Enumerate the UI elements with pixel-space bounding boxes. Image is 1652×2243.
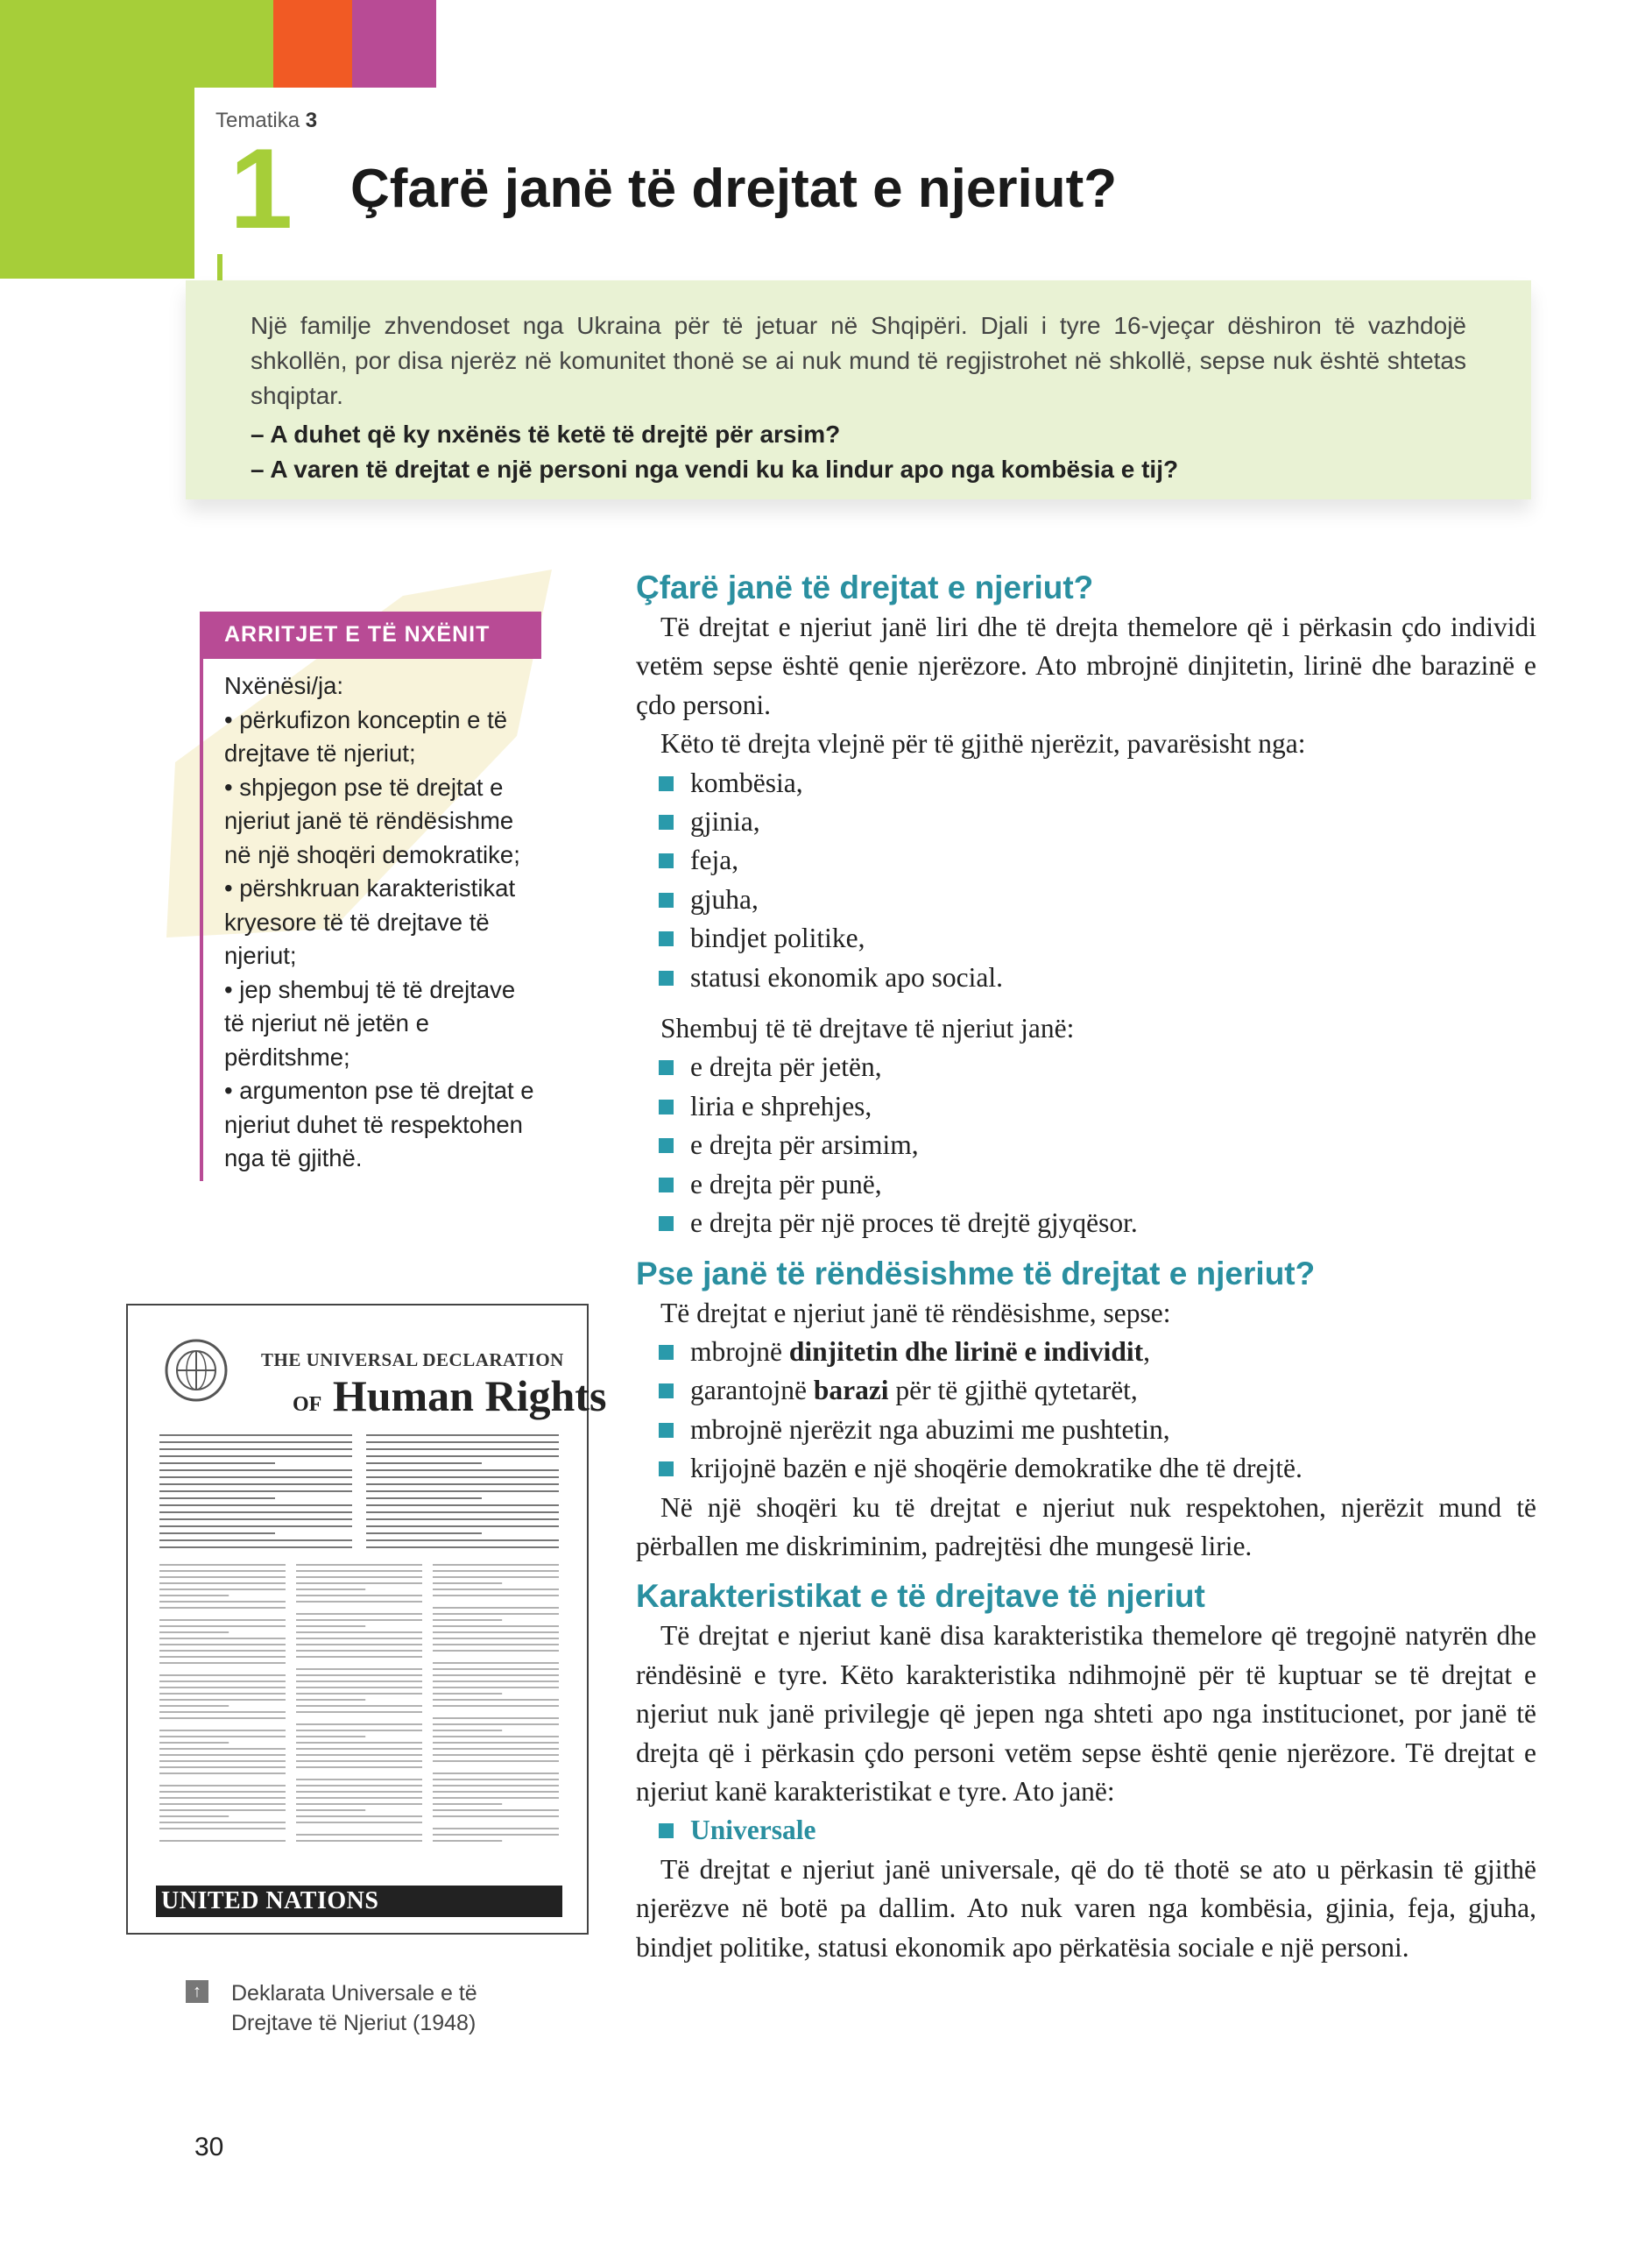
bullet-square-icon	[659, 971, 674, 986]
bullet-square-icon	[659, 815, 674, 830]
poster-caption: ↑ Deklarata Universale e të Drejtave të Njeriut (1948)	[194, 1978, 562, 2038]
section2-paragraph: Në një shoqëri ku të drejtat e njeriut nuk respektohen, njerëzit mund të përballen me diskriminim, padrejtësi dhe mungesë lirie.	[636, 1491, 1536, 1561]
bullet-square-icon	[659, 1461, 674, 1476]
bullet-square-icon	[659, 1423, 674, 1438]
main-content	[636, 568, 1536, 1967]
outcome-item: • jep shembuj të të drejtave të njeriut në jetën e përditshme;	[224, 975, 516, 1071]
bullet-square-icon	[659, 893, 674, 908]
outcome-item: • shpjegon pse të drejtat e njeriut janë të rëndësishme në një shoqëri demokratike;	[224, 773, 520, 868]
bullet-square-icon	[659, 1216, 674, 1231]
decor-green-strip	[194, 0, 273, 88]
list-item: statusi ekonomik apo social.	[659, 959, 1536, 997]
poster-title-line2: OF Human Rights	[293, 1371, 607, 1420]
bullet-square-icon	[659, 1060, 674, 1075]
decor-orange-strip	[273, 0, 352, 88]
list-item: kombësia,	[659, 764, 1536, 803]
lesson-number: 1	[229, 124, 293, 252]
list-item: e drejta për punë,	[659, 1165, 1536, 1204]
arrow-up-icon: ↑	[186, 1980, 208, 2003]
bullet-square-icon	[659, 1345, 674, 1360]
page-title: Çfarë janë të drejtat e njeriut?	[350, 159, 1118, 219]
section3-paragraph: Të drejtat e njeriut kanë disa karakteristika themelore që tregojnë natyrën dhe rëndësinë e tyre. Këto karakteristika ndihmojnë për të kuptuar se të drejtat e njeriut nuk janë privilegje që jepen nga shteti apo nga institucionet, por janë të drejta që i përkasin çdo personi vetëm sepse është qenie njerëzore. Të drejtat e njeriut kanë karakteristikat e tyre. Ato janë:	[636, 1620, 1536, 1807]
importance-list	[659, 1333, 1536, 1489]
page-number: 30	[194, 2133, 224, 2162]
intro-box	[186, 280, 1531, 499]
bullet-square-icon	[659, 1100, 674, 1114]
list-item: feja,	[659, 841, 1536, 880]
bullet-square-icon	[659, 1178, 674, 1192]
section3-heading: Karakteristikat e të drejtave të njeriut	[636, 1578, 1205, 1615]
poster-body-text-image	[156, 1430, 562, 1868]
tematika-label: Tematika 3	[215, 109, 318, 132]
list-item: garantojnë barazi për të gjithë qytetarët,	[659, 1371, 1536, 1410]
outcomes-lead: Nxënësi/ja:	[224, 672, 344, 699]
intro-text: Një familje zhvendoset nga Ukraina për të jetuar në Shqipëri. Djali i tyre 16-vjeçar dëshiron të vazhdojë shkollën, por disa njerëz në komunitet thonë se ai nuk mund të regjistrohet në shkollë, sepse nuk është shtetas shqiptar.	[251, 312, 1466, 409]
bullet-square-icon	[659, 776, 674, 791]
list-item: bindjet politike,	[659, 919, 1536, 958]
decor-purple-strip	[352, 0, 436, 88]
poster-title-line1: THE UNIVERSAL DECLARATION	[261, 1349, 564, 1370]
intro-question-1: – A duhet që ky nxënës të ketë të drejtë për arsim?	[251, 421, 841, 448]
learning-outcomes-box	[200, 612, 541, 1181]
section1-paragraph: Shembuj të të drejtave të njeriut janë:	[660, 1013, 1075, 1044]
criteria-list	[659, 764, 1536, 997]
section1-paragraph: Të drejtat e njeriut janë liri dhe të drejta themelore që i përkasin çdo individi vetëm sepse është qenie njerëzore. Ato mbrojnë dinjitetin, lirinë dhe barazinë e çdo personi.	[636, 612, 1536, 720]
examples-list	[659, 1048, 1536, 1242]
subheading-universale: Universale	[659, 1811, 1536, 1850]
section1-paragraph: Këto të drejta vlejnë për të gjithë njerëzit, pavarësisht nga:	[660, 728, 1306, 760]
list-item: liria e shprehjes,	[659, 1087, 1536, 1126]
declaration-poster-image	[126, 1304, 607, 1935]
list-item: krijojnë bazën e një shoqërie demokratike dhe të drejtë.	[659, 1449, 1536, 1488]
bullet-square-icon	[659, 931, 674, 946]
list-item: gjinia,	[659, 803, 1536, 841]
bullet-square-icon	[659, 1823, 674, 1838]
list-item: e drejta për jetën,	[659, 1048, 1536, 1086]
decor-green-block	[0, 0, 194, 279]
bullet-square-icon	[659, 1138, 674, 1153]
outcome-item: • përkufizon konceptin e të drejtave të njeriut;	[224, 705, 508, 767]
list-item: e drejta për arsimim,	[659, 1126, 1536, 1164]
list-item: gjuha,	[659, 881, 1536, 919]
list-item: mbrojnë dinjitetin dhe lirinë e individit,	[659, 1333, 1536, 1371]
bullet-square-icon	[659, 1383, 674, 1398]
outcome-item: • argumenton pse të drejtat e njeriut duhet të respektohen nga të gjithë.	[224, 1077, 534, 1171]
list-item: mbrojnë njerëzit nga abuzimi me pushtetin,	[659, 1411, 1536, 1449]
intro-question-2: – A varen të drejtat e një personi nga vendi ku ka lindur apo nga kombësia e tij?	[251, 456, 1179, 483]
section2-paragraph: Të drejtat e njeriut janë të rëndësishme, sepse:	[660, 1297, 1171, 1328]
outcome-item: • përshkruan karakteristikat kryesore të të drejtave të njeriut;	[224, 874, 516, 969]
poster-footer: UNITED NATIONS	[156, 1886, 562, 1917]
learning-outcomes-heading: ARRITJET E TË NXËNIT	[203, 612, 541, 659]
list-item: e drejta për një proces të drejtë gjyqësor.	[659, 1204, 1536, 1242]
section2-heading: Pse janë të rëndësishme të drejtat e njeriut?	[636, 1255, 1316, 1291]
bullet-square-icon	[659, 853, 674, 868]
un-emblem-icon	[163, 1337, 229, 1404]
section3-paragraph: Të drejtat e njeriut janë universale, që do të thotë se ato u përkasin të gjithë njerëzve në botë pa dallim. Ato nuk varen nga kombësia, gjinia, feja, gjuha, bindjet politike, statusi ekonomik apo përkatësia sociale e një personi.	[636, 1853, 1536, 1963]
section1-heading: Çfarë janë të drejtat e njeriut?	[636, 570, 1094, 605]
